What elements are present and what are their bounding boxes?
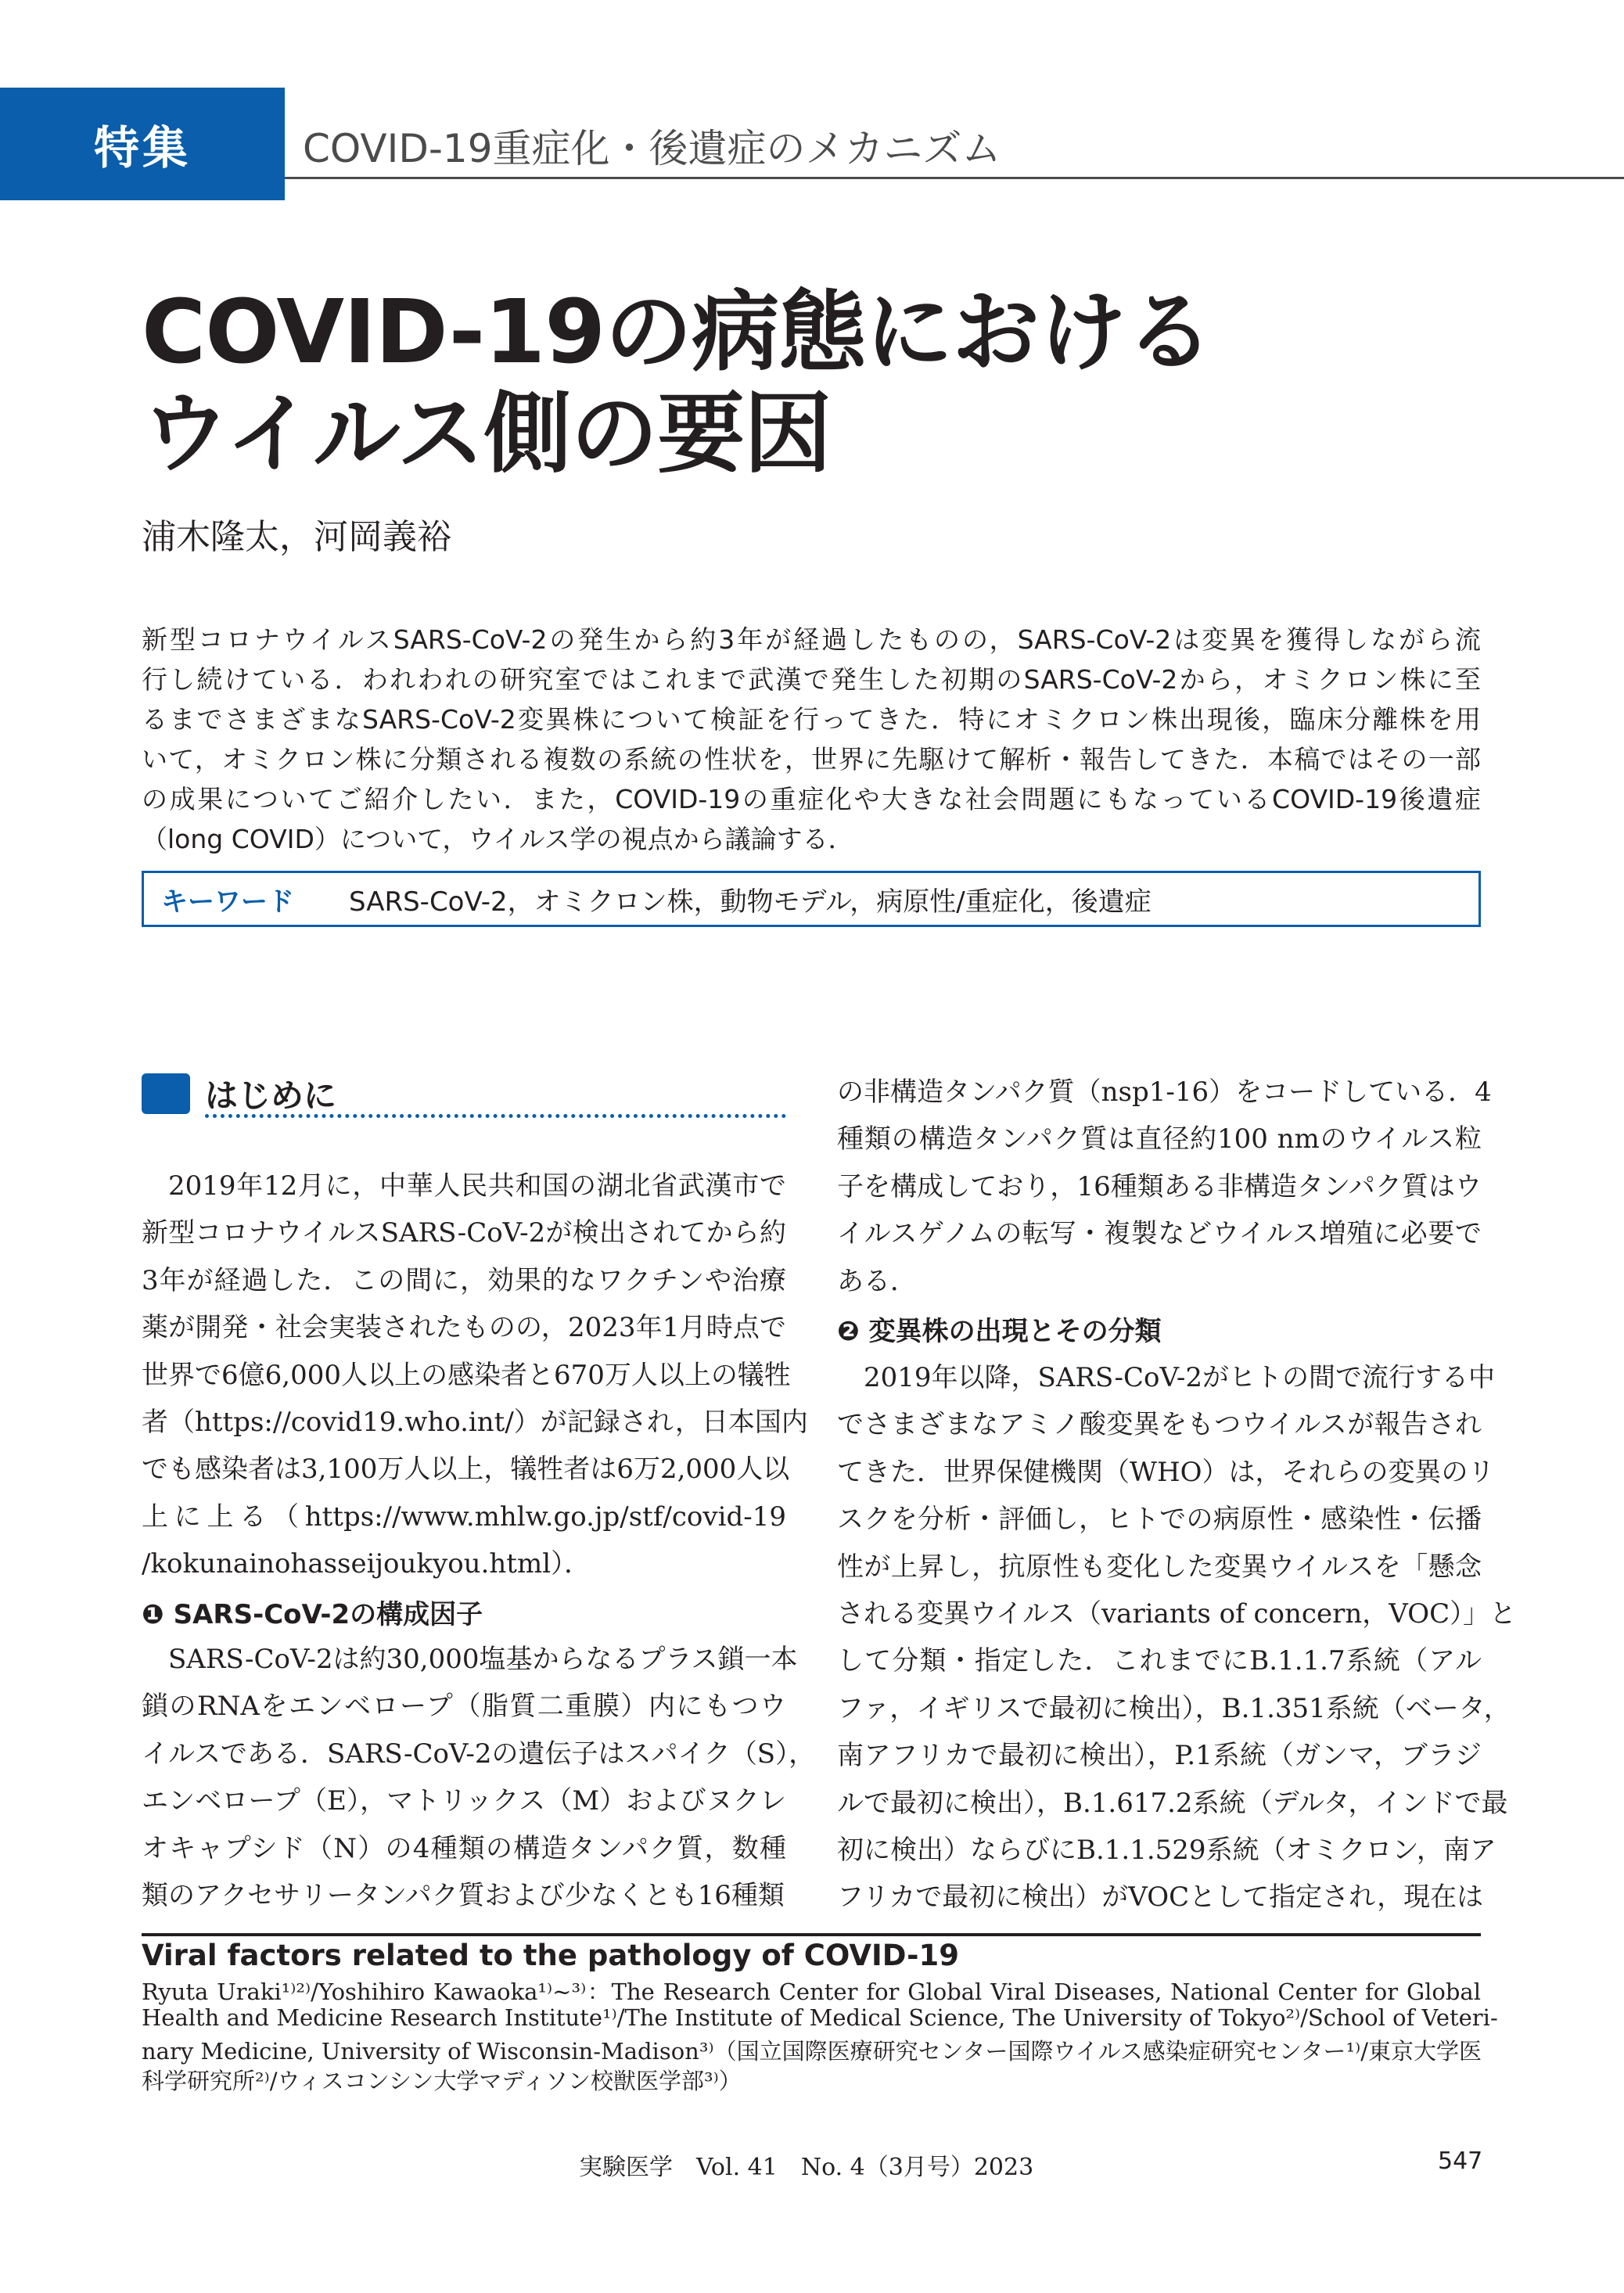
keyword-label: キーワード <box>161 886 294 918</box>
affiliation-line: 科学研究所²⁾/ウィスコンシン大学マディソン校獣医学部³⁾） <box>142 2068 742 2094</box>
section-heading: はじめに <box>205 1076 337 1115</box>
header-divider <box>285 177 1624 179</box>
subsection-heading: ❷ 変異株の出現とその分類 <box>837 1316 1162 1347</box>
series-title: COVID-19重症化・後遺症のメカニズム <box>303 126 1001 171</box>
body-line: 南アフリカで最初に検出），P.1系統（ガンマ，ブラジ <box>837 1740 1482 1772</box>
body-line: して分類・指定した．これまでにB.1.1.7系統（アル <box>837 1645 1482 1677</box>
abstract-line: 新型コロナウイルスSARS-CoV-2の発生から約3年が経過したものの，SARS-CoV-2は変異を獲得しながら流 <box>142 624 1481 655</box>
section-marker-icon <box>142 1073 190 1114</box>
section-dotted-rule <box>205 1114 786 1118</box>
journal-info: 実験医学 Vol. 41 No. 4（3月号）2023 <box>579 2154 1034 2181</box>
body-line: てきた．世界保健機関（WHO）は，それらの変異のリ <box>837 1456 1495 1488</box>
page-number: 547 <box>1438 2147 1483 2175</box>
body-line: エンベロープ（E），マトリックス（M）およびヌクレ <box>142 1785 786 1817</box>
body-line: /kokunainohasseijoukyou.html）． <box>142 1548 591 1580</box>
body-line: ファ，イギリスで最初に検出），B.1.351系統（ベータ， <box>837 1692 1511 1724</box>
abstract-line: るまでさまざまなSARS-CoV-2変異株について検証を行ってきた．特にオミクロン株出現後，臨床分離株を用 <box>142 704 1481 735</box>
keyword-list: SARS-CoV-2，オミクロン株，動物モデル，病原性/重症化，後遺症 <box>349 886 1152 918</box>
body-line: 鎖のRNAをエンベロープ（脂質二重膜）内にもつウ <box>142 1691 786 1723</box>
body-line: オキャプシド（N）の4種類の構造タンパク質，数種 <box>142 1832 786 1864</box>
body-line: 類のアクセサリータンパク質および少なくとも16種類 <box>142 1880 785 1911</box>
affiliation-line: nary Medicine, University of Wisconsin-Madison³⁾（国立国際医療研究センター国際ウイルス感染症研究センター¹⁾/東京大学医 <box>142 2038 1482 2065</box>
body-line: でも感染者は3,100万人以上，犠牲者は6万2,000人以 <box>142 1454 790 1486</box>
body-line: でさまざまなアミノ酸変異をもつウイルスが報告され <box>837 1409 1482 1441</box>
body-line: 初に検出）ならびにB.1.1.529系統（オミクロン，南ア <box>837 1835 1496 1866</box>
body-line: 上に上る（https://www.mhlw.go.jp/stf/covid-19 <box>142 1501 786 1533</box>
body-line: スクを分析・評価し，ヒトでの病原性・感染性・伝播 <box>837 1504 1482 1536</box>
authors: 浦木隆太，河岡義裕 <box>142 517 451 557</box>
keyword-box <box>142 871 1481 927</box>
body-line: 子を構成しており，16種類ある非構造タンパク質はウ <box>837 1170 1482 1202</box>
abstract-line: 行し続けている．われわれの研究室ではこれまで武漢で発生した初期のSARS-CoV-2から，オミクロン株に至 <box>142 664 1481 695</box>
body-line: イルスである．SARS-CoV-2の遺伝子はスパイク（S）， <box>142 1738 816 1770</box>
body-line: の非構造タンパク質（nsp1-16）をコードしている．4 <box>837 1076 1492 1108</box>
abstract-line: の成果についてご紹介したい．また，COVID-19の重症化や大きな社会問題にもなっているCOVID-19後遺症 <box>142 784 1481 814</box>
body-line: 2019年12月に，中華人民共和国の湖北省武漢市で <box>168 1170 786 1202</box>
affiliation-line: Ryuta Uraki¹⁾²⁾/Yoshihiro Kawaoka¹⁾~³⁾：The Research Center for Global Viral Diseases, National Center for Global <box>142 1979 1481 2005</box>
abstract-line: （long COVID）について，ウイルス学の視点から議論する． <box>142 824 854 854</box>
subsection-heading: ❶ SARS-CoV-2の構成因子 <box>142 1599 483 1630</box>
body-line: される変異ウイルス（variants of concern，VOC）」と <box>837 1598 1517 1630</box>
body-line: 者（https://covid19.who.int/）が記録され，日本国内 <box>142 1407 808 1438</box>
footer-divider <box>142 1933 1481 1936</box>
body-line: 性が上昇し，抗原性も変化した変異ウイルスを「懸念 <box>837 1551 1482 1583</box>
body-line: 種類の構造タンパク質は直径約100 nmのウイルス粒 <box>837 1123 1482 1155</box>
body-line: 新型コロナウイルスSARS-CoV-2が検出されてから約 <box>142 1217 786 1249</box>
article-title-line-2: ウイルス側の要因 <box>142 383 832 485</box>
body-line: フリカで最初に検出）がVOCとして指定され，現在は <box>837 1881 1484 1914</box>
body-line: 薬が開発・社会実装されたものの，2023年1月時点で <box>142 1312 786 1344</box>
body-line: イルスゲノムの転写・複製などウイルス増殖に必要で <box>837 1218 1482 1250</box>
body-line: ルで最初に検出），B.1.617.2系統（デルタ，インドで最 <box>837 1787 1508 1819</box>
body-line: 世界で6億6,000人以上の感染者と670万人以上の犠牲 <box>142 1359 791 1391</box>
affiliation-line: Health and Medicine Research Institute¹⁾/The Institute of Medical Science, The University of Tokyo²⁾/School of Veteri- <box>142 2004 1498 2031</box>
article-title-line-1: COVID-19の病態における <box>142 282 1213 383</box>
feature-tag: 特集 <box>0 88 285 200</box>
body-line: SARS-CoV-2は約30,000塩基からなるプラス鎖一本 <box>168 1644 798 1675</box>
english-title: Viral factors related to the pathology of COVID-19 <box>142 1939 959 1972</box>
abstract-line: いて，オミクロン株に分類される複数の系統の性状を，世界に先駆けて解析・報告してきた．本稿ではその一部 <box>142 744 1481 775</box>
body-line: 2019年以降，SARS-CoV-2がヒトの間で流行する中 <box>864 1362 1496 1393</box>
body-line: ある． <box>837 1265 917 1297</box>
body-line: 3年が経過した．この間に，効果的なワクチンや治療 <box>142 1264 786 1296</box>
